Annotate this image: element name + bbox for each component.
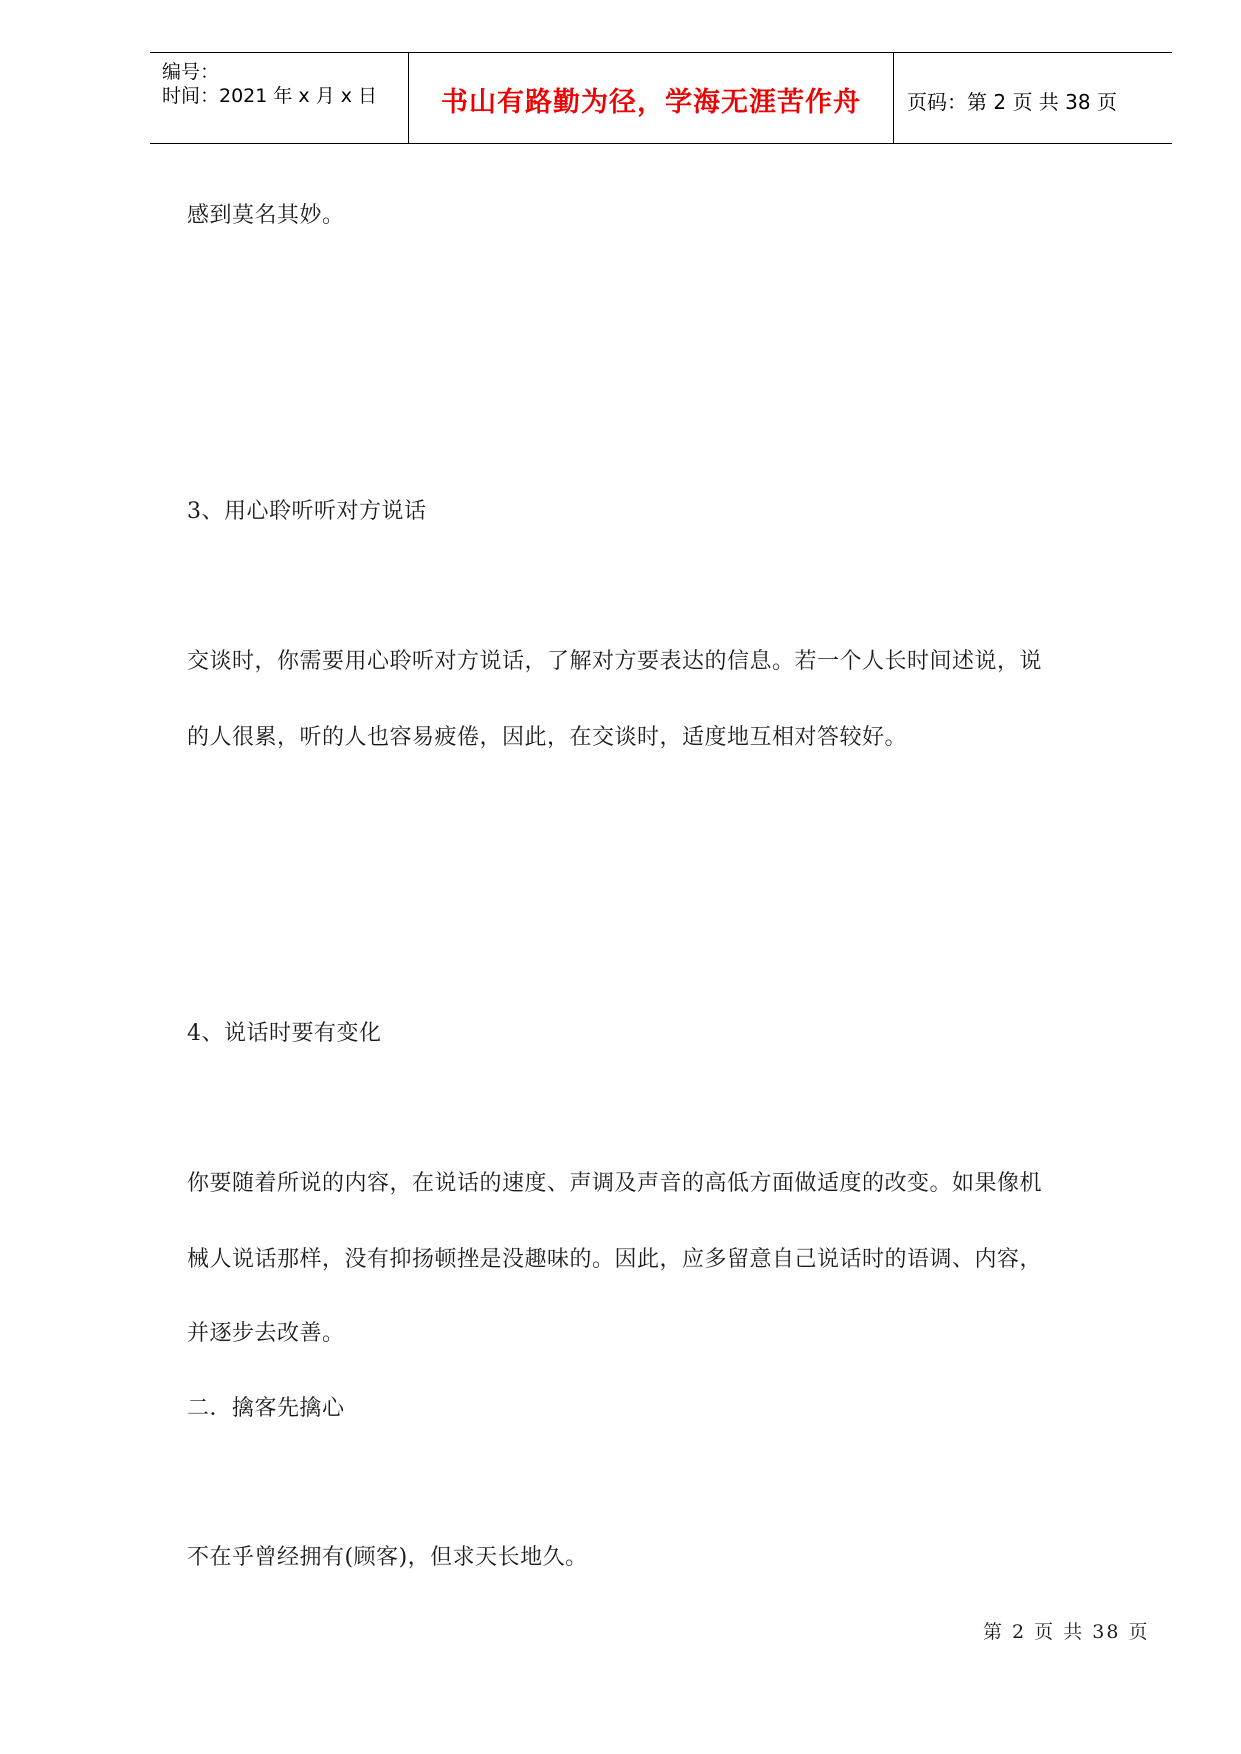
header-info-cell — [150, 53, 409, 143]
paragraph-line: 你要随着所说的内容，在说话的速度、声调及声音的高低方面做适度的改变。如果像机 — [187, 1171, 1043, 1196]
section-heading-3: 3、用心聆听听对方说话 — [187, 499, 427, 524]
section-heading-4: 4、说话时要有变化 — [187, 1021, 382, 1046]
paragraph-line: 械人说话那样，没有抑扬顿挫是没趣味的。因此，应多留意自己说话时的语调、内容， — [187, 1247, 1043, 1272]
paragraph-line: 并逐步去改善。 — [187, 1321, 345, 1346]
header-page-code: 页码：第 2 页 共 38 页 — [907, 90, 1117, 114]
body-line: 感到莫名其妙。 — [187, 203, 345, 228]
document-header — [150, 52, 1172, 144]
section-heading-2: 二．擒客先擒心 — [187, 1396, 345, 1421]
document-time-label: 时间：2021 年 x 月 x 日 — [162, 85, 378, 107]
page-footer: 第 2 页 共 38 页 — [983, 1621, 1150, 1643]
paragraph-line: 不在乎曾经拥有(顾客)，但求天长地久。 — [187, 1545, 588, 1570]
header-motto-cell — [409, 53, 894, 143]
paragraph-line: 交谈时，你需要用心聆听对方说话，了解对方要表达的信息。若一个人长时间述说，说 — [187, 649, 1043, 674]
header-motto: 书山有路勤为径，学海无涯苦作舟 — [441, 87, 861, 118]
document-number-label: 编号： — [162, 61, 220, 83]
header-page-cell — [894, 53, 1172, 143]
paragraph-line: 的人很累，听的人也容易疲倦，因此，在交谈时，适度地互相对答较好。 — [187, 725, 908, 750]
